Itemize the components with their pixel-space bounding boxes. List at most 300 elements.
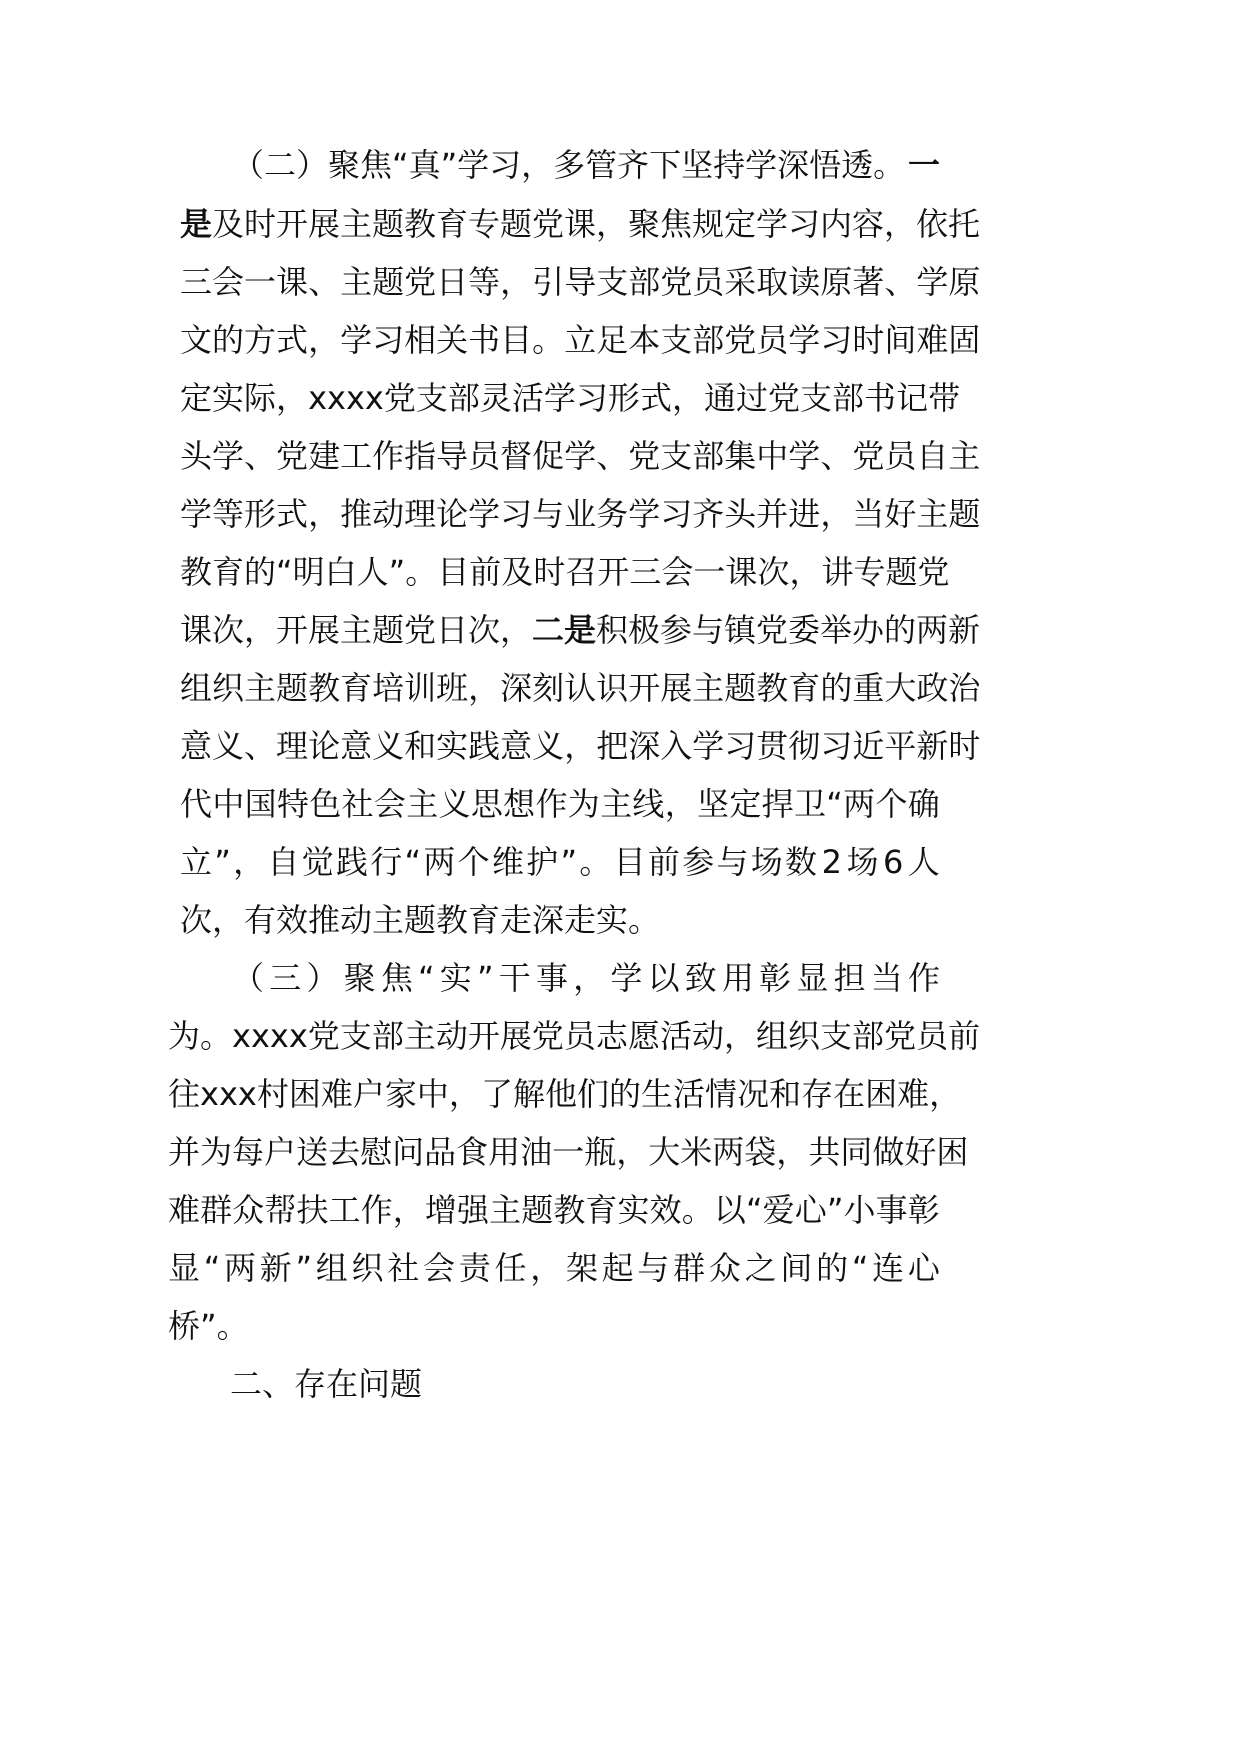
glyph: 平 [884, 727, 917, 765]
glyph: 际 [244, 379, 277, 417]
glyph: 油 [520, 1133, 553, 1171]
glyph: 干 [498, 959, 531, 997]
glyph: x [327, 379, 346, 417]
glyph: 动 [372, 495, 405, 533]
paragraph-2-line-1 [232, 133, 940, 197]
paragraph-2-line-12 [180, 772, 940, 836]
glyph: 会 [212, 263, 245, 301]
glyph: 众 [708, 1249, 741, 1287]
bold-text: 一 [907, 146, 940, 184]
glyph: 学 [340, 321, 373, 359]
glyph: 连 [872, 1249, 905, 1287]
glyph: 党 [768, 379, 801, 417]
glyph: 题 [948, 495, 981, 533]
glyph: 读 [788, 263, 821, 301]
glyph: ， [671, 379, 704, 417]
glyph: 习 [575, 379, 608, 417]
glyph: 重 [852, 669, 885, 707]
glyph: 工 [328, 1191, 361, 1229]
glyph: 和 [769, 1075, 802, 1113]
glyph: 文 [180, 321, 213, 359]
glyph: 国 [244, 785, 277, 823]
glyph: 社 [387, 1249, 420, 1287]
glyph: 相 [404, 321, 437, 359]
paragraph-2-line-2 [180, 192, 981, 256]
glyph: 深 [628, 727, 661, 765]
glyph: 两 [843, 785, 876, 823]
glyph: 送 [296, 1133, 329, 1171]
glyph: 著 [852, 263, 885, 301]
glyph: 心 [907, 1249, 940, 1287]
glyph: 两 [224, 1249, 257, 1287]
glyph: ， [276, 379, 309, 417]
glyph: 支 [339, 1017, 372, 1055]
glyph: 学 [468, 495, 501, 533]
glyph: 动 [691, 1017, 724, 1055]
glyph: 灵 [479, 379, 512, 417]
glyph: 时 [852, 321, 885, 359]
paragraph-2-line-5 [180, 366, 961, 430]
glyph: x [364, 379, 384, 417]
glyph: 式 [639, 379, 672, 417]
glyph: 导 [564, 263, 597, 301]
glyph: 党 [724, 321, 757, 359]
paragraph-2-line-13 [180, 830, 940, 894]
glyph: 原 [948, 263, 981, 301]
glyph: 况 [737, 1075, 770, 1113]
text-span [232, 946, 940, 1010]
glyph: x [232, 1017, 251, 1055]
text-span: 次，有效推动主题教育走深走实。 [180, 901, 661, 939]
glyph: ” [560, 843, 578, 881]
glyph: 们 [576, 1075, 609, 1113]
glyph: x [308, 379, 327, 417]
glyph: 中 [756, 437, 789, 475]
glyph: 党 [660, 263, 693, 301]
glyph: 课 [725, 553, 758, 591]
glyph: 责 [458, 1249, 491, 1287]
glyph: “ [418, 959, 435, 997]
glyph: 支 [596, 263, 629, 301]
glyph: 集 [724, 437, 757, 475]
text-span: 课次，开展主题党日次， [180, 611, 533, 649]
glyph: 书 [864, 379, 897, 417]
glyph: 实 [212, 379, 245, 417]
glyph: 论 [308, 727, 341, 765]
glyph: x [345, 379, 365, 417]
glyph: 思 [470, 785, 503, 823]
glyph: 并 [756, 495, 789, 533]
glyph: 员 [916, 1017, 949, 1055]
glyph: 组 [180, 669, 213, 707]
glyph: 教 [553, 1191, 586, 1229]
paragraph-3-line-2 [168, 1004, 981, 1068]
glyph: 困 [936, 1133, 969, 1171]
glyph: 显 [796, 959, 829, 997]
glyph: “ [745, 1191, 763, 1229]
text-span [168, 1004, 981, 1068]
glyph: 组 [315, 1249, 348, 1287]
glyph: 存 [801, 1075, 834, 1113]
glyph: 扶 [296, 1191, 329, 1229]
glyph: ， [820, 495, 853, 533]
glyph: 党 [404, 263, 437, 301]
glyph: 线 [632, 785, 665, 823]
glyph: 强 [456, 1191, 489, 1229]
glyph: 育 [340, 669, 373, 707]
glyph: 为 [567, 785, 600, 823]
glyph: 米 [680, 1133, 713, 1171]
glyph: 活 [659, 1017, 692, 1055]
glyph: 维 [491, 843, 524, 881]
glyph: 推 [340, 495, 373, 533]
glyph: 以 [647, 959, 680, 997]
glyph: 部 [832, 379, 865, 417]
glyph: 部 [447, 379, 480, 417]
paragraph-2-line-14 [180, 888, 940, 952]
paragraph-3-line-1 [232, 946, 940, 1010]
glyph: 践 [468, 727, 501, 765]
glyph: 题 [372, 263, 405, 301]
glyph: 引 [532, 263, 565, 301]
glyph: 参 [682, 843, 715, 881]
bold-text: 二是 [532, 611, 597, 649]
glyph: 部 [371, 1017, 404, 1055]
glyph: 个 [875, 785, 908, 823]
glyph: 、 [820, 437, 853, 475]
glyph: 。 [579, 843, 612, 881]
glyph: “ [404, 843, 422, 881]
glyph: 用 [488, 1133, 521, 1171]
paragraph-2-line-3 [180, 250, 981, 314]
glyph: 确 [907, 785, 940, 823]
glyph: 用 [721, 959, 754, 997]
glyph: 进 [788, 495, 821, 533]
glyph: 目 [500, 321, 533, 359]
paragraph-2-line-7 [180, 482, 981, 546]
glyph: 一 [552, 1133, 585, 1171]
text-span [180, 540, 950, 604]
text-span [180, 250, 981, 314]
glyph: 焦 [380, 959, 413, 997]
glyph: 党 [383, 379, 416, 417]
glyph: 作 [372, 437, 405, 475]
glyph: x [250, 1017, 270, 1055]
glyph: ， [468, 669, 501, 707]
glyph: 主 [244, 669, 277, 707]
glyph: 的 [609, 1075, 642, 1113]
glyph: 论 [436, 495, 469, 533]
glyph: 。 [532, 321, 565, 359]
glyph: 部 [692, 437, 725, 475]
glyph: 6 [883, 843, 904, 881]
glyph: x [200, 1075, 219, 1113]
glyph: 织 [351, 1249, 384, 1287]
text-span [180, 424, 981, 488]
glyph: 记 [896, 379, 929, 417]
text-span [180, 656, 981, 720]
glyph: 认 [564, 669, 597, 707]
glyph: 定 [180, 379, 213, 417]
glyph: 了 [480, 1075, 513, 1113]
glyph: 学 [564, 437, 597, 475]
text-span [168, 1178, 940, 1242]
glyph: 众 [232, 1191, 265, 1229]
glyph: 前 [948, 1017, 981, 1055]
glyph: 与 [716, 843, 749, 881]
glyph: 卫 [793, 785, 826, 823]
glyph: 的 [212, 321, 245, 359]
glyph: 时 [533, 553, 566, 591]
glyph: 之 [744, 1249, 777, 1287]
glyph: 入 [660, 727, 693, 765]
text-span: 及时开展主题教育专题党课，聚焦规定学习内容，依托 [212, 205, 981, 243]
glyph: 工 [340, 437, 373, 475]
glyph: 员 [884, 437, 917, 475]
glyph: ， [308, 495, 341, 533]
glyph: 主 [692, 669, 725, 707]
text-span [180, 772, 940, 836]
glyph: 、 [884, 263, 917, 301]
paragraph-2-line-10 [180, 656, 981, 720]
glyph: 爱 [762, 1191, 795, 1229]
glyph: 党 [276, 437, 309, 475]
text-span: 积极参与镇党委举办的两新 [596, 611, 981, 649]
glyph: 会 [373, 785, 406, 823]
glyph: 以 [713, 1191, 746, 1229]
glyph: 召 [565, 553, 598, 591]
glyph: 白 [324, 553, 357, 591]
glyph: 员 [756, 321, 789, 359]
glyph: 关 [436, 321, 469, 359]
glyph: 深 [500, 669, 533, 707]
glyph: 与 [637, 1249, 670, 1287]
glyph: 彰 [759, 959, 792, 997]
glyph: 新 [259, 1249, 292, 1287]
glyph: 实 [436, 727, 469, 765]
glyph: 讲 [821, 553, 854, 591]
glyph: 学 [543, 379, 576, 417]
glyph: 头 [180, 437, 213, 475]
glyph: 主 [406, 785, 439, 823]
glyph: 义 [532, 727, 565, 765]
glyph: 坚 [697, 785, 730, 823]
glyph: 展 [660, 669, 693, 707]
glyph: 事 [535, 959, 568, 997]
glyph: 自 [916, 437, 949, 475]
glyph: ” [476, 959, 494, 997]
glyph: 定 [729, 785, 762, 823]
glyph: 新 [916, 727, 949, 765]
glyph: 主 [948, 437, 981, 475]
glyph: 导 [436, 437, 469, 475]
glyph: 致 [684, 959, 717, 997]
glyph: 社 [341, 785, 374, 823]
glyph: 作 [907, 959, 940, 997]
glyph: ） [306, 959, 339, 997]
glyph: 织 [788, 1017, 821, 1055]
glyph: 当 [870, 959, 903, 997]
glyph: 户 [264, 1133, 297, 1171]
glyph: 训 [404, 669, 437, 707]
glyph: 立 [564, 321, 597, 359]
glyph: 开 [628, 669, 661, 707]
glyph: “ [203, 1249, 221, 1287]
glyph: 日 [436, 263, 469, 301]
glyph: 展 [499, 1017, 532, 1055]
glyph: 三 [180, 263, 213, 301]
glyph: 式 [276, 495, 309, 533]
glyph: 每 [232, 1133, 265, 1171]
glyph: 部 [692, 321, 725, 359]
text-span: （二）聚焦“真”学习，多管齐下坚持学深悟透。 [232, 146, 906, 184]
glyph: 支 [660, 321, 693, 359]
glyph: 意 [500, 727, 533, 765]
glyph: 次 [757, 553, 790, 591]
glyph: ， [776, 1133, 809, 1171]
glyph: x [269, 1017, 289, 1055]
glyph: 户 [352, 1075, 385, 1113]
paragraph-3-line-6 [168, 1236, 940, 1300]
glyph: 群 [200, 1191, 233, 1229]
paragraph-2-line-6 [180, 424, 981, 488]
glyph: 育 [585, 1191, 618, 1229]
glyph: 带 [928, 379, 961, 417]
glyph: 袋 [744, 1133, 777, 1171]
glyph: ” [214, 843, 231, 881]
glyph: 效 [649, 1191, 682, 1229]
text-span [168, 1120, 969, 1184]
glyph: 行 [370, 843, 403, 881]
glyph: 三 [629, 553, 662, 591]
glyph: 的 [244, 553, 277, 591]
glyph: 中 [212, 785, 245, 823]
glyph: 愿 [627, 1017, 660, 1055]
glyph: 形 [244, 495, 277, 533]
glyph: ， [448, 1075, 481, 1113]
glyph: 贯 [756, 727, 789, 765]
glyph: 起 [601, 1249, 634, 1287]
glyph: 指 [404, 437, 437, 475]
glyph: 他 [544, 1075, 577, 1113]
glyph: 小 [843, 1191, 876, 1229]
glyph: 开 [467, 1017, 500, 1055]
glyph: 织 [212, 669, 245, 707]
glyph: 大 [884, 669, 917, 707]
glyph: 育 [212, 553, 245, 591]
glyph: 员 [468, 437, 501, 475]
glyph: 义 [212, 727, 245, 765]
glyph: 员 [563, 1017, 596, 1055]
glyph: 式 [276, 321, 309, 359]
glyph: ， [500, 263, 533, 301]
glyph: 难 [320, 1075, 353, 1113]
glyph: 彻 [788, 727, 821, 765]
glyph: 督 [500, 437, 533, 475]
paragraph-2-line-4 [180, 308, 981, 372]
glyph: ， [530, 1249, 563, 1287]
glyph: 色 [309, 785, 342, 823]
glyph: ” [388, 553, 406, 591]
glyph: 部 [852, 1017, 885, 1055]
glyph: 习 [660, 495, 693, 533]
glyph: 心 [794, 1191, 827, 1229]
glyph: 间 [780, 1249, 813, 1287]
glyph: 好 [884, 495, 917, 533]
glyph: 近 [852, 727, 885, 765]
glyph: 部 [628, 263, 661, 301]
glyph: 主 [403, 1017, 436, 1055]
glyph: 人 [356, 553, 389, 591]
glyph: 主 [489, 1191, 522, 1229]
bold-text: 是 [180, 205, 213, 243]
glyph: 同 [840, 1133, 873, 1171]
glyph: 作 [360, 1191, 393, 1229]
glyph: 生 [641, 1075, 674, 1113]
glyph: 头 [724, 495, 757, 533]
glyph: 人 [907, 843, 940, 881]
glyph: 主 [916, 495, 949, 533]
glyph: 情 [705, 1075, 738, 1113]
glyph: 立 [180, 843, 213, 881]
glyph: 书 [468, 321, 501, 359]
text-span [168, 1062, 962, 1126]
glyph: ” [826, 1191, 844, 1229]
glyph: 教 [308, 669, 341, 707]
glyph: 共 [808, 1133, 841, 1171]
glyph: 过 [735, 379, 768, 417]
glyph: 取 [756, 263, 789, 301]
glyph: 难 [168, 1191, 201, 1229]
glyph: 务 [596, 495, 629, 533]
glyph: 。 [200, 1017, 233, 1055]
glyph: 特 [276, 785, 309, 823]
glyph: 中 [416, 1075, 449, 1113]
glyph: 组 [756, 1017, 789, 1055]
glyph: 帮 [264, 1191, 297, 1229]
glyph: 通 [703, 379, 736, 417]
glyph: 党 [884, 1017, 917, 1055]
glyph: 难 [897, 1075, 930, 1113]
glyph: 题 [724, 669, 757, 707]
glyph: 建 [308, 437, 341, 475]
glyph: 动 [435, 1017, 468, 1055]
glyph: 会 [661, 553, 694, 591]
text-span: 桥”。 [168, 1307, 249, 1345]
glyph: 、 [596, 437, 629, 475]
paragraph-2-line-9 [180, 598, 981, 662]
glyph: 义 [372, 727, 405, 765]
glyph: x [288, 1017, 308, 1055]
glyph: 本 [628, 321, 661, 359]
glyph: 群 [673, 1249, 706, 1287]
glyph: 、 [244, 437, 277, 475]
glyph: ， [564, 727, 597, 765]
glyph: 一 [693, 553, 726, 591]
glyph: 主 [340, 263, 373, 301]
glyph: 主 [600, 785, 633, 823]
glyph: 教 [756, 669, 789, 707]
glyph: ， [573, 959, 606, 997]
glyph: 明 [292, 553, 325, 591]
paragraph-2-line-8 [180, 540, 950, 604]
glyph: 担 [833, 959, 866, 997]
glyph: 难 [916, 321, 949, 359]
glyph: 、 [244, 727, 277, 765]
glyph: 会 [423, 1249, 456, 1287]
glyph: 支 [800, 379, 833, 417]
glyph: 治 [948, 669, 981, 707]
